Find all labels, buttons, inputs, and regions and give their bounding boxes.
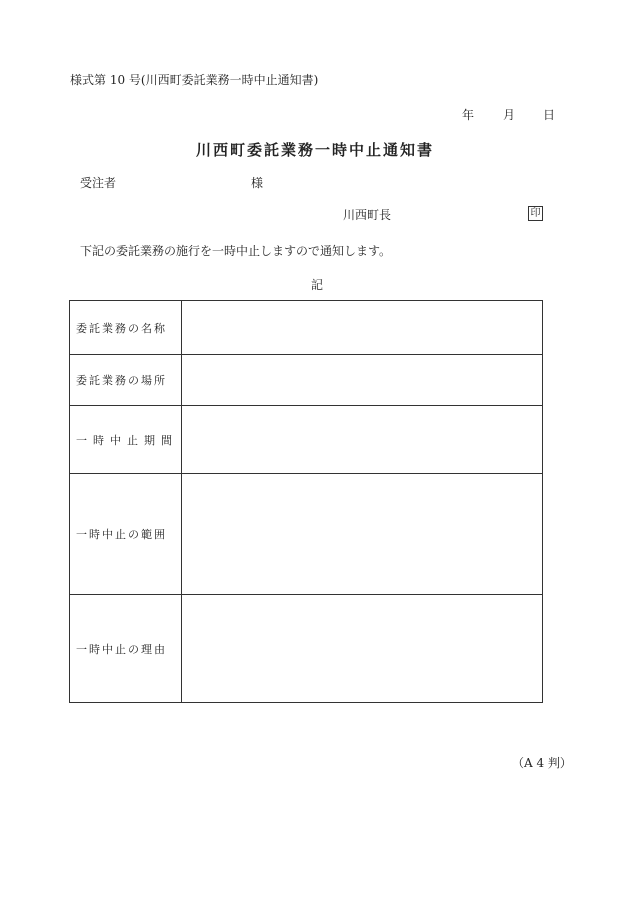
form-number: 様式第 10 号(川西町委託業務一時中止通知書) bbox=[70, 73, 319, 87]
table-row bbox=[70, 301, 543, 355]
recipient-label: 受注者 bbox=[80, 176, 117, 190]
date-day-label: 日 bbox=[543, 108, 556, 122]
issuer-name: 川西町長 bbox=[343, 208, 392, 222]
date-year-label: 年 bbox=[462, 108, 475, 122]
ki-heading: 記 bbox=[311, 278, 324, 292]
row-label-reason: 一時中止の理由 bbox=[70, 595, 182, 703]
row-label-name: 委託業務の名称 bbox=[70, 301, 182, 355]
row-value-location[interactable] bbox=[182, 355, 543, 406]
row-label-period: 一時中止期間 bbox=[70, 406, 182, 474]
row-label-location: 委託業務の場所 bbox=[70, 355, 182, 406]
table-row bbox=[70, 595, 543, 703]
table-row bbox=[70, 406, 543, 474]
date-month-label: 月 bbox=[503, 108, 516, 122]
row-value-reason[interactable] bbox=[182, 595, 543, 703]
recipient-honorific: 様 bbox=[251, 176, 264, 190]
row-value-scope[interactable] bbox=[182, 474, 543, 595]
body-text: 下記の委託業務の施行を一時中止しますので通知します。 bbox=[80, 244, 392, 258]
row-value-name[interactable] bbox=[182, 301, 543, 355]
row-label-scope: 一時中止の範囲 bbox=[70, 474, 182, 595]
form-table bbox=[69, 300, 543, 703]
document-title: 川西町委託業務一時中止通知書 bbox=[195, 141, 434, 159]
paper-size-note: （A 4 判） bbox=[512, 756, 572, 770]
seal-mark: 印 bbox=[528, 206, 543, 221]
table-row bbox=[70, 474, 543, 595]
row-value-period[interactable] bbox=[182, 406, 543, 474]
table-row bbox=[70, 355, 543, 406]
